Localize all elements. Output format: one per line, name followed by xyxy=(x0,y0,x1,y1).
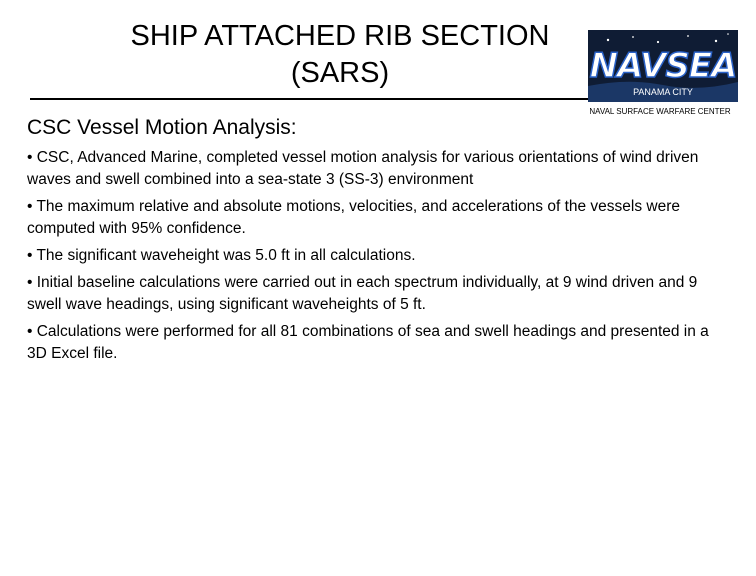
title-divider xyxy=(30,98,590,100)
bullet-item: • CSC, Advanced Marine, completed vessel motion analysis for various orientations of wind driven waves and swell combined into a sea-state 3 (SS-3) environment xyxy=(27,149,699,188)
bullet-list xyxy=(27,147,727,370)
logo-city: PANAMA CITY xyxy=(633,87,693,97)
organization-name: NAVAL SURFACE WARFARE CENTER xyxy=(589,107,731,116)
section-heading: CSC Vessel Motion Analysis: xyxy=(27,116,297,139)
slide-title-line-1: SHIP ATTACHED RIB SECTION xyxy=(130,20,550,52)
bullet-item: • The significant waveheight was 5.0 ft in all calculations. xyxy=(27,247,416,264)
slide-title xyxy=(60,18,620,92)
logo-wordmark: NAVSEA xyxy=(589,46,737,86)
bullet-item: • Calculations were performed for all 81 combinations of sea and swell headings and presented in a 3D Excel file. xyxy=(27,323,709,362)
bullet-item: • Initial baseline calculations were carried out in each spectrum individually, at 9 wind driven and 9 swell wave headings, using significant waveheights of 5 ft. xyxy=(27,274,698,313)
bullet-item: • The maximum relative and absolute motions, velocities, and accelerations of the vessels were computed with 95% confidence. xyxy=(27,198,681,237)
navsea-logo xyxy=(588,30,738,102)
slide-title-line-2: (SARS) xyxy=(290,57,390,89)
